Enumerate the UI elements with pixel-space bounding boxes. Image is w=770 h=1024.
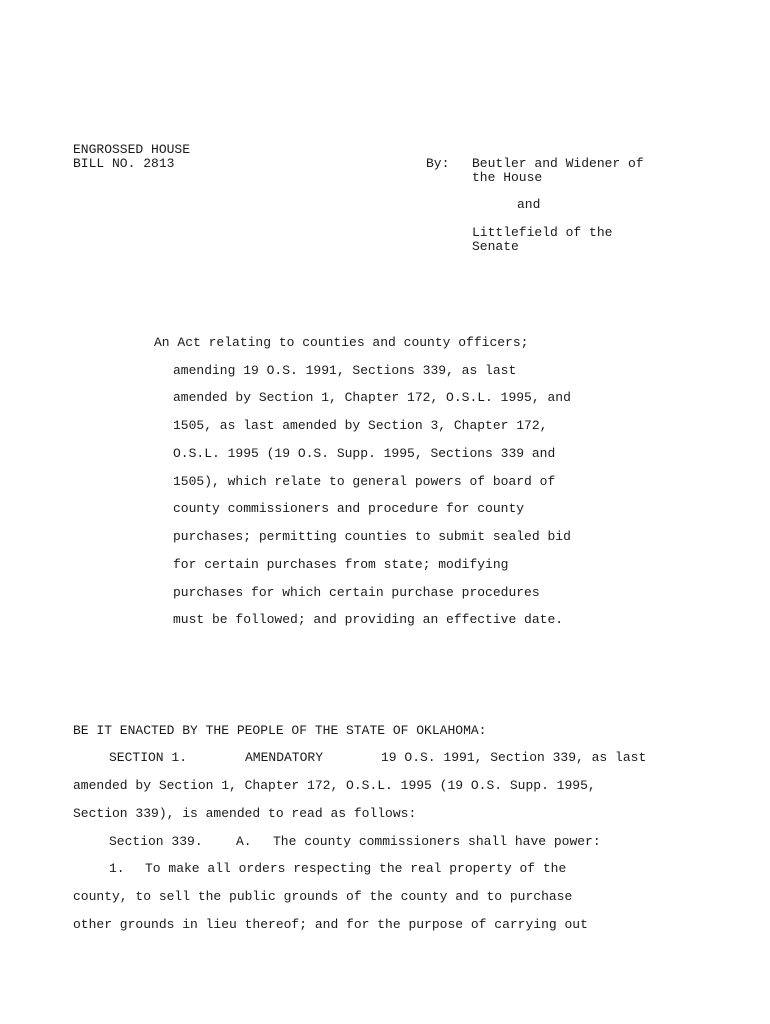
bill-number: BILL NO. 2813 <box>73 156 175 171</box>
item1-text: county, to sell the public grounds of the county and to purchase <box>73 889 573 904</box>
item1-number: 1. <box>109 861 125 876</box>
title-line: for certain purchases from state; modifying <box>173 557 509 572</box>
section339-label: Section 339. <box>109 834 203 849</box>
by-label: By: <box>426 156 450 171</box>
title-line: An Act relating to counties and county officers; <box>154 335 529 350</box>
enacting-clause: BE IT ENACTED BY THE PEOPLE OF THE STATE OF OKLAHOMA: <box>73 723 487 738</box>
title-line: amending 19 O.S. 1991, Sections 339, as last <box>173 363 517 378</box>
section339-text: The county commissioners shall have power: <box>273 834 601 849</box>
title-line: amended by Section 1, Chapter 172, O.S.L. 1995, and <box>173 390 571 405</box>
title-line: purchases for which certain purchase procedures <box>173 585 540 600</box>
sponsors-line3: Littlefield of the <box>472 225 613 240</box>
title-line: purchases; permitting counties to submit sealed bid <box>173 529 571 544</box>
title-line: 1505), which relate to general powers of board of <box>173 474 556 489</box>
section1-citation: 19 O.S. 1991, Section 339, as last <box>381 750 647 765</box>
section1-label: SECTION 1. <box>109 750 188 765</box>
sponsors-line4: Senate <box>472 239 519 254</box>
section1-type: AMENDATORY <box>245 750 324 765</box>
title-line: must be followed; and providing an effective date. <box>173 612 564 627</box>
sponsors-line1: Beutler and Widener of <box>472 156 644 171</box>
title-line: county commissioners and procedure for county <box>173 501 525 516</box>
section1-continuation: amended by Section 1, Chapter 172, O.S.L. 1995 (19 O.S. Supp. 1995, <box>73 778 596 793</box>
bill-title-line1: ENGROSSED HOUSE <box>73 142 191 157</box>
section1-continuation: Section 339), is amended to read as follows: <box>73 806 417 821</box>
title-line: O.S.L. 1995 (19 O.S. Supp. 1995, Sections 339 and <box>173 446 556 461</box>
item1-text: other grounds in lieu thereof; and for the purpose of carrying out <box>73 917 588 932</box>
item1-text: To make all orders respecting the real property of the <box>145 861 567 876</box>
and-word: and <box>517 197 541 212</box>
title-line: 1505, as last amended by Section 3, Chapter 172, <box>173 418 548 433</box>
sponsors-line2: the House <box>472 170 543 185</box>
section339-subsection: A. <box>236 834 252 849</box>
